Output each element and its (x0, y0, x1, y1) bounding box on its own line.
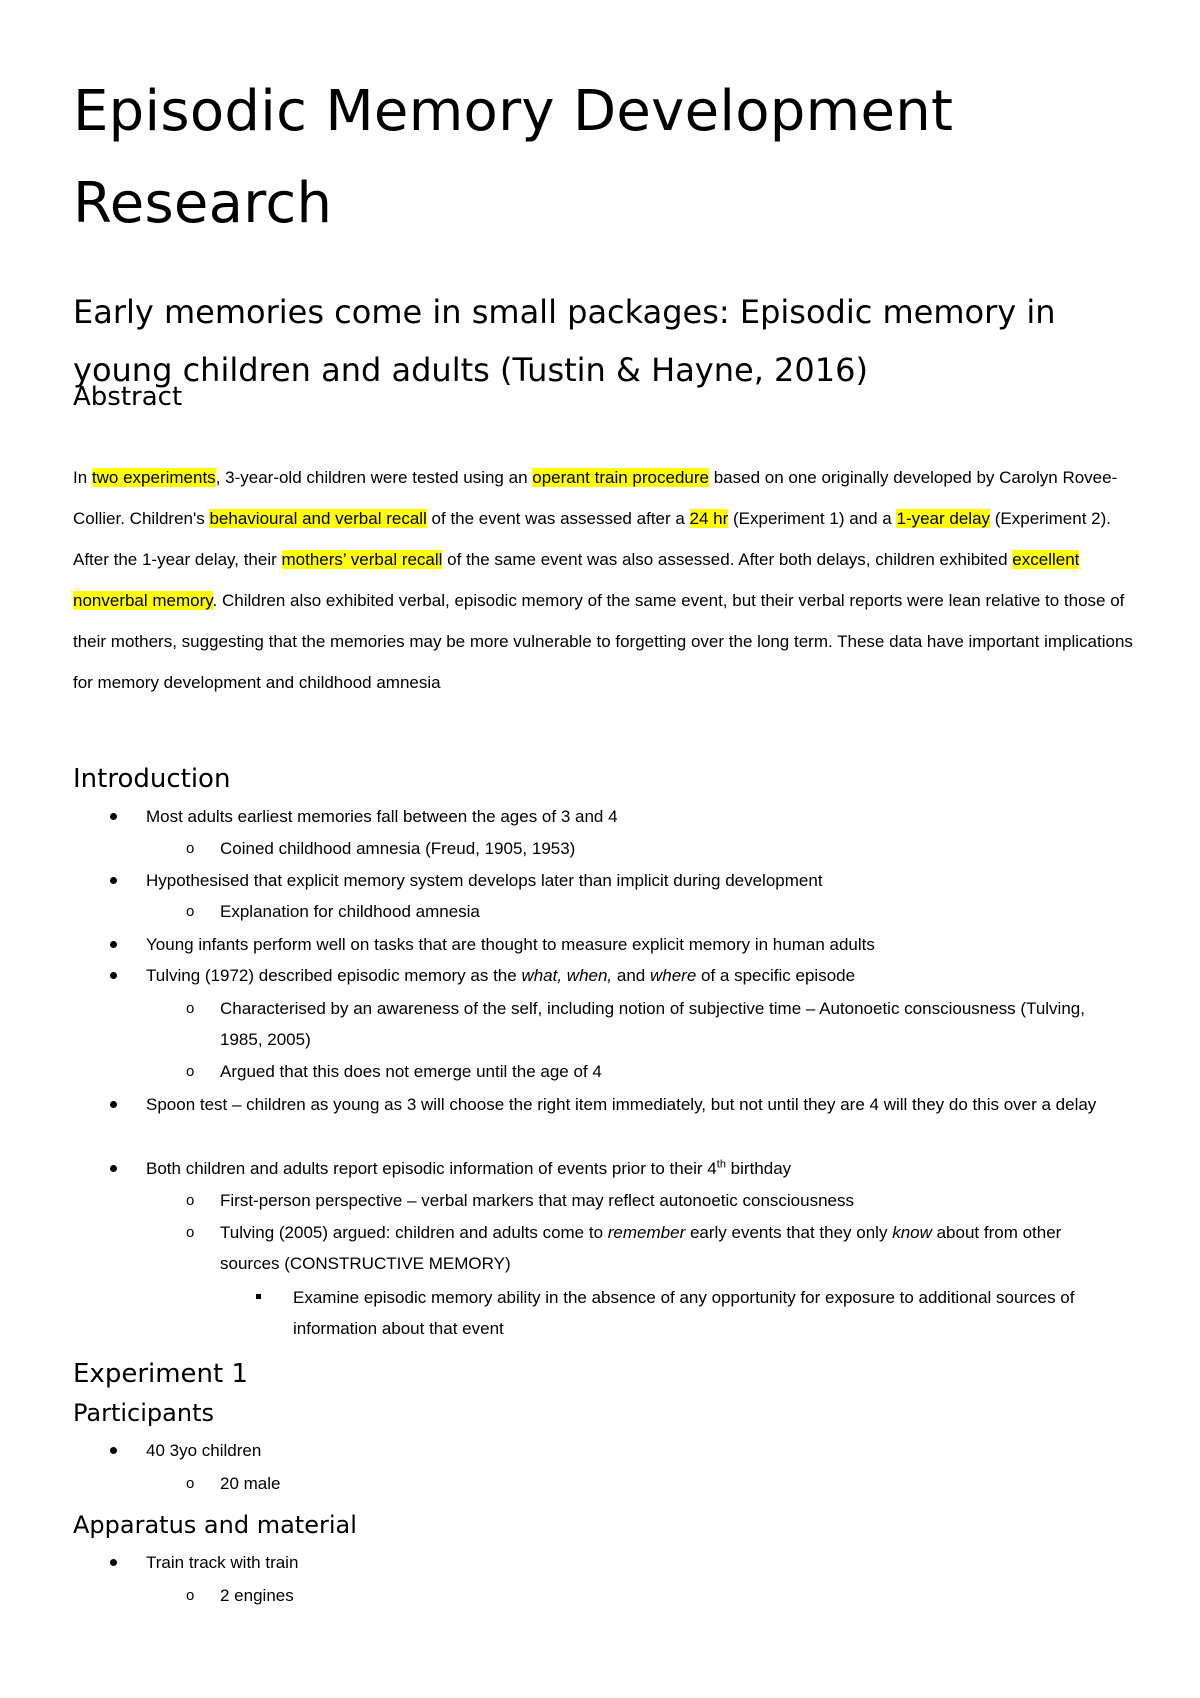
bullet-marker: o (186, 1192, 195, 1209)
bullet-marker: o (186, 903, 195, 920)
highlighted-text: 1-year delay (896, 509, 991, 528)
list-item: Most adults earliest memories fall between the ages of 3 and 4 (146, 807, 618, 826)
list-item: Young infants perform well on tasks that are thought to measure explicit memory in human adults (146, 935, 875, 954)
list-item: 40 3yo children (146, 1441, 262, 1460)
apparatus-heading: Apparatus and material (73, 1511, 357, 1539)
list-item: Characterised by an awareness of the self, including notion of subjective time – Autonoetic consciousness (Tulving, 1985, 2005) (220, 999, 1085, 1049)
bullet-marker (110, 929, 130, 960)
abstract-segment: (Experiment 2). After the 1-year delay, their (73, 509, 1111, 569)
bullet-marker: o (186, 1224, 195, 1241)
abstract-segment: . Children also exhibited verbal, episodic memory of the same event, but their verbal reports were lean relative to those of their mothers, suggesting that the memories may be more vulnerable to forgetting over the long term. These data have important implications for memory development and childhood amnesia (73, 591, 1133, 692)
list-item: 20 male (220, 1474, 281, 1493)
bullet-marker: o (186, 1063, 195, 1080)
bullet-marker (110, 1153, 130, 1184)
highlighted-text: behavioural and verbal recall (209, 509, 427, 528)
bullet-marker (256, 1282, 276, 1313)
list-item: Examine episodic memory ability in the absence of any opportunity for exposure to additional sources of information about that event (293, 1288, 1075, 1338)
list-item: 2 engines (220, 1586, 294, 1605)
abstract-segment: In (73, 468, 92, 487)
bullet-marker: o (186, 1475, 195, 1492)
list-item: First-person perspective – verbal markers that may reflect autonoetic consciousness (220, 1191, 854, 1210)
bullet-marker (110, 1435, 130, 1466)
list-item: Coined childhood amnesia (Freud, 1905, 1953) (220, 839, 576, 858)
abstract-heading: Abstract (73, 382, 183, 412)
abstract-segment: , 3-year-old children were tested using an (215, 468, 533, 487)
bullet-marker (110, 1089, 130, 1120)
abstract-text (73, 457, 1133, 703)
paper-title: Early memories come in small packages: Episodic memory in young children and adults (Tustin & Hayne, 2016) (73, 293, 1056, 389)
bullet-marker (110, 1547, 130, 1578)
highlighted-text: 24 hr (689, 509, 729, 528)
list-item: Tulving (2005) argued: children and adults come to remember early events that they only know about from other sources (CONSTRUCTIVE MEMORY) (220, 1223, 1062, 1273)
abstract-segment: based on one originally developed by Carolyn Rovee-Collier. Children's (73, 468, 1118, 528)
bullet-marker: o (186, 840, 195, 857)
list-item: Argued that this does not emerge until the age of 4 (220, 1062, 602, 1081)
list-item: Hypothesised that explicit memory system develops later than implicit during development (146, 871, 823, 890)
experiment-1-heading: Experiment 1 (73, 1359, 249, 1389)
bullet-marker (110, 960, 130, 991)
list-item: Train track with train (146, 1553, 299, 1572)
highlighted-text: excellent nonverbal memory (73, 550, 1080, 610)
page-title: Episodic Memory Development Research (73, 79, 954, 236)
highlighted-text: operant train procedure (532, 468, 709, 487)
bullet-marker (110, 801, 130, 832)
list-item: Explanation for childhood amnesia (220, 902, 480, 921)
bullet-marker (110, 865, 130, 896)
bullet-marker: o (186, 1000, 195, 1017)
abstract-segment: of the same event was also assessed. After both delays, children exhibited (442, 550, 1013, 569)
abstract-segment: (Experiment 1) and a (728, 509, 897, 528)
introduction-heading: Introduction (73, 764, 231, 794)
abstract-segment: of the event was assessed after a (426, 509, 690, 528)
highlighted-text: mothers’ verbal recall (281, 550, 443, 569)
highlighted-text: two experiments (91, 468, 216, 487)
list-item: Spoon test – children as young as 3 will choose the right item immediately, but not until they are 4 will they do this over a delay (146, 1095, 1097, 1114)
participants-heading: Participants (73, 1399, 214, 1427)
list-item: Both children and adults report episodic information of events prior to their 4th birthday (146, 1158, 792, 1178)
bullet-marker: o (186, 1587, 195, 1604)
list-item: Tulving (1972) described episodic memory as the what, when, and where of a specific episode (146, 966, 856, 985)
